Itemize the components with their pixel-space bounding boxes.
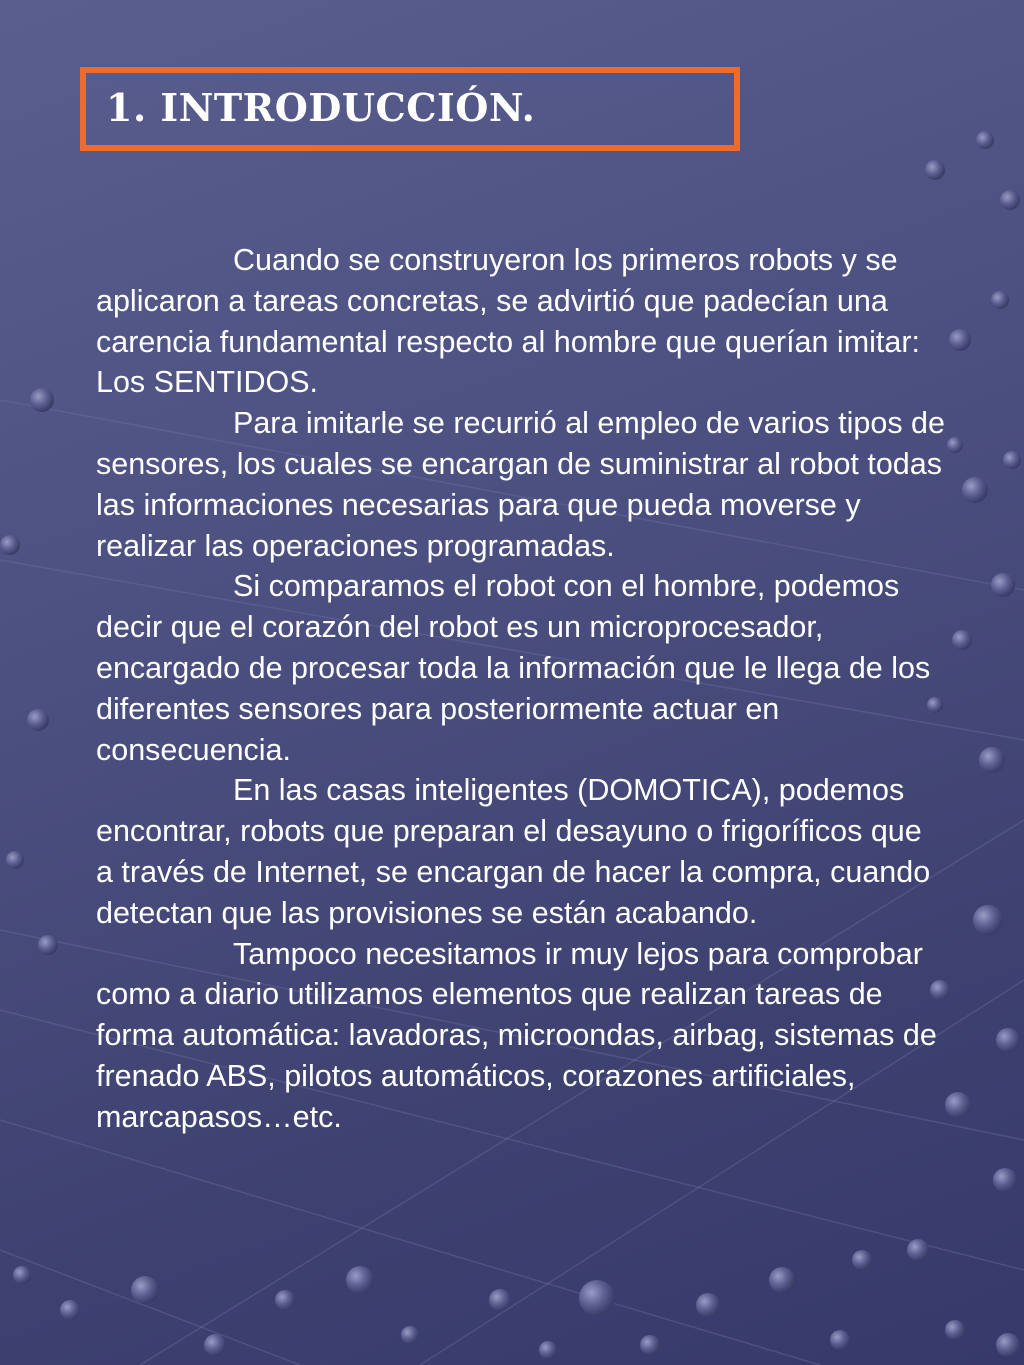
slide-title: 1. INTRODUCCIÓN.	[106, 85, 536, 130]
paragraph-1: Cuando se construyeron los primeros robots y se aplicaron a tareas concretas, se advirtió que padecían una carencia fundamental respecto al hombre que querían imitar: Los SENTIDOS.	[96, 243, 920, 400]
body-text	[96, 240, 946, 1138]
paragraph-2: Para imitarle se recurrió al empleo de varios tipos de sensores, los cuales se encargan de suministrar al robot todas las informaciones necesarias para que pueda moverse y realizar las operaciones programadas.	[96, 406, 945, 563]
title-box	[80, 67, 740, 151]
paragraph-4: En las casas inteligentes (DOMOTICA), podemos encontrar, robots que preparan el desayuno o frigoríficos que a través de Internet, se encargan de hacer la compra, cuando detectan que las provisiones se están acabando.	[96, 773, 931, 930]
paragraph-3: Si comparamos el robot con el hombre, podemos decir que el corazón del robot es un microprocesador, encargado de procesar toda la información que le llega de los diferentes sensores para posteriormente actuar en consecuencia.	[96, 569, 931, 767]
paragraph-5: Tampoco necesitamos ir muy lejos para comprobar como a diario utilizamos elementos que realizan tareas de forma automática: lavadoras, microondas, airbag, sistemas de frenado ABS, pilotos automáticos, corazones artificiales, marcapasos…etc.	[96, 936, 937, 1134]
